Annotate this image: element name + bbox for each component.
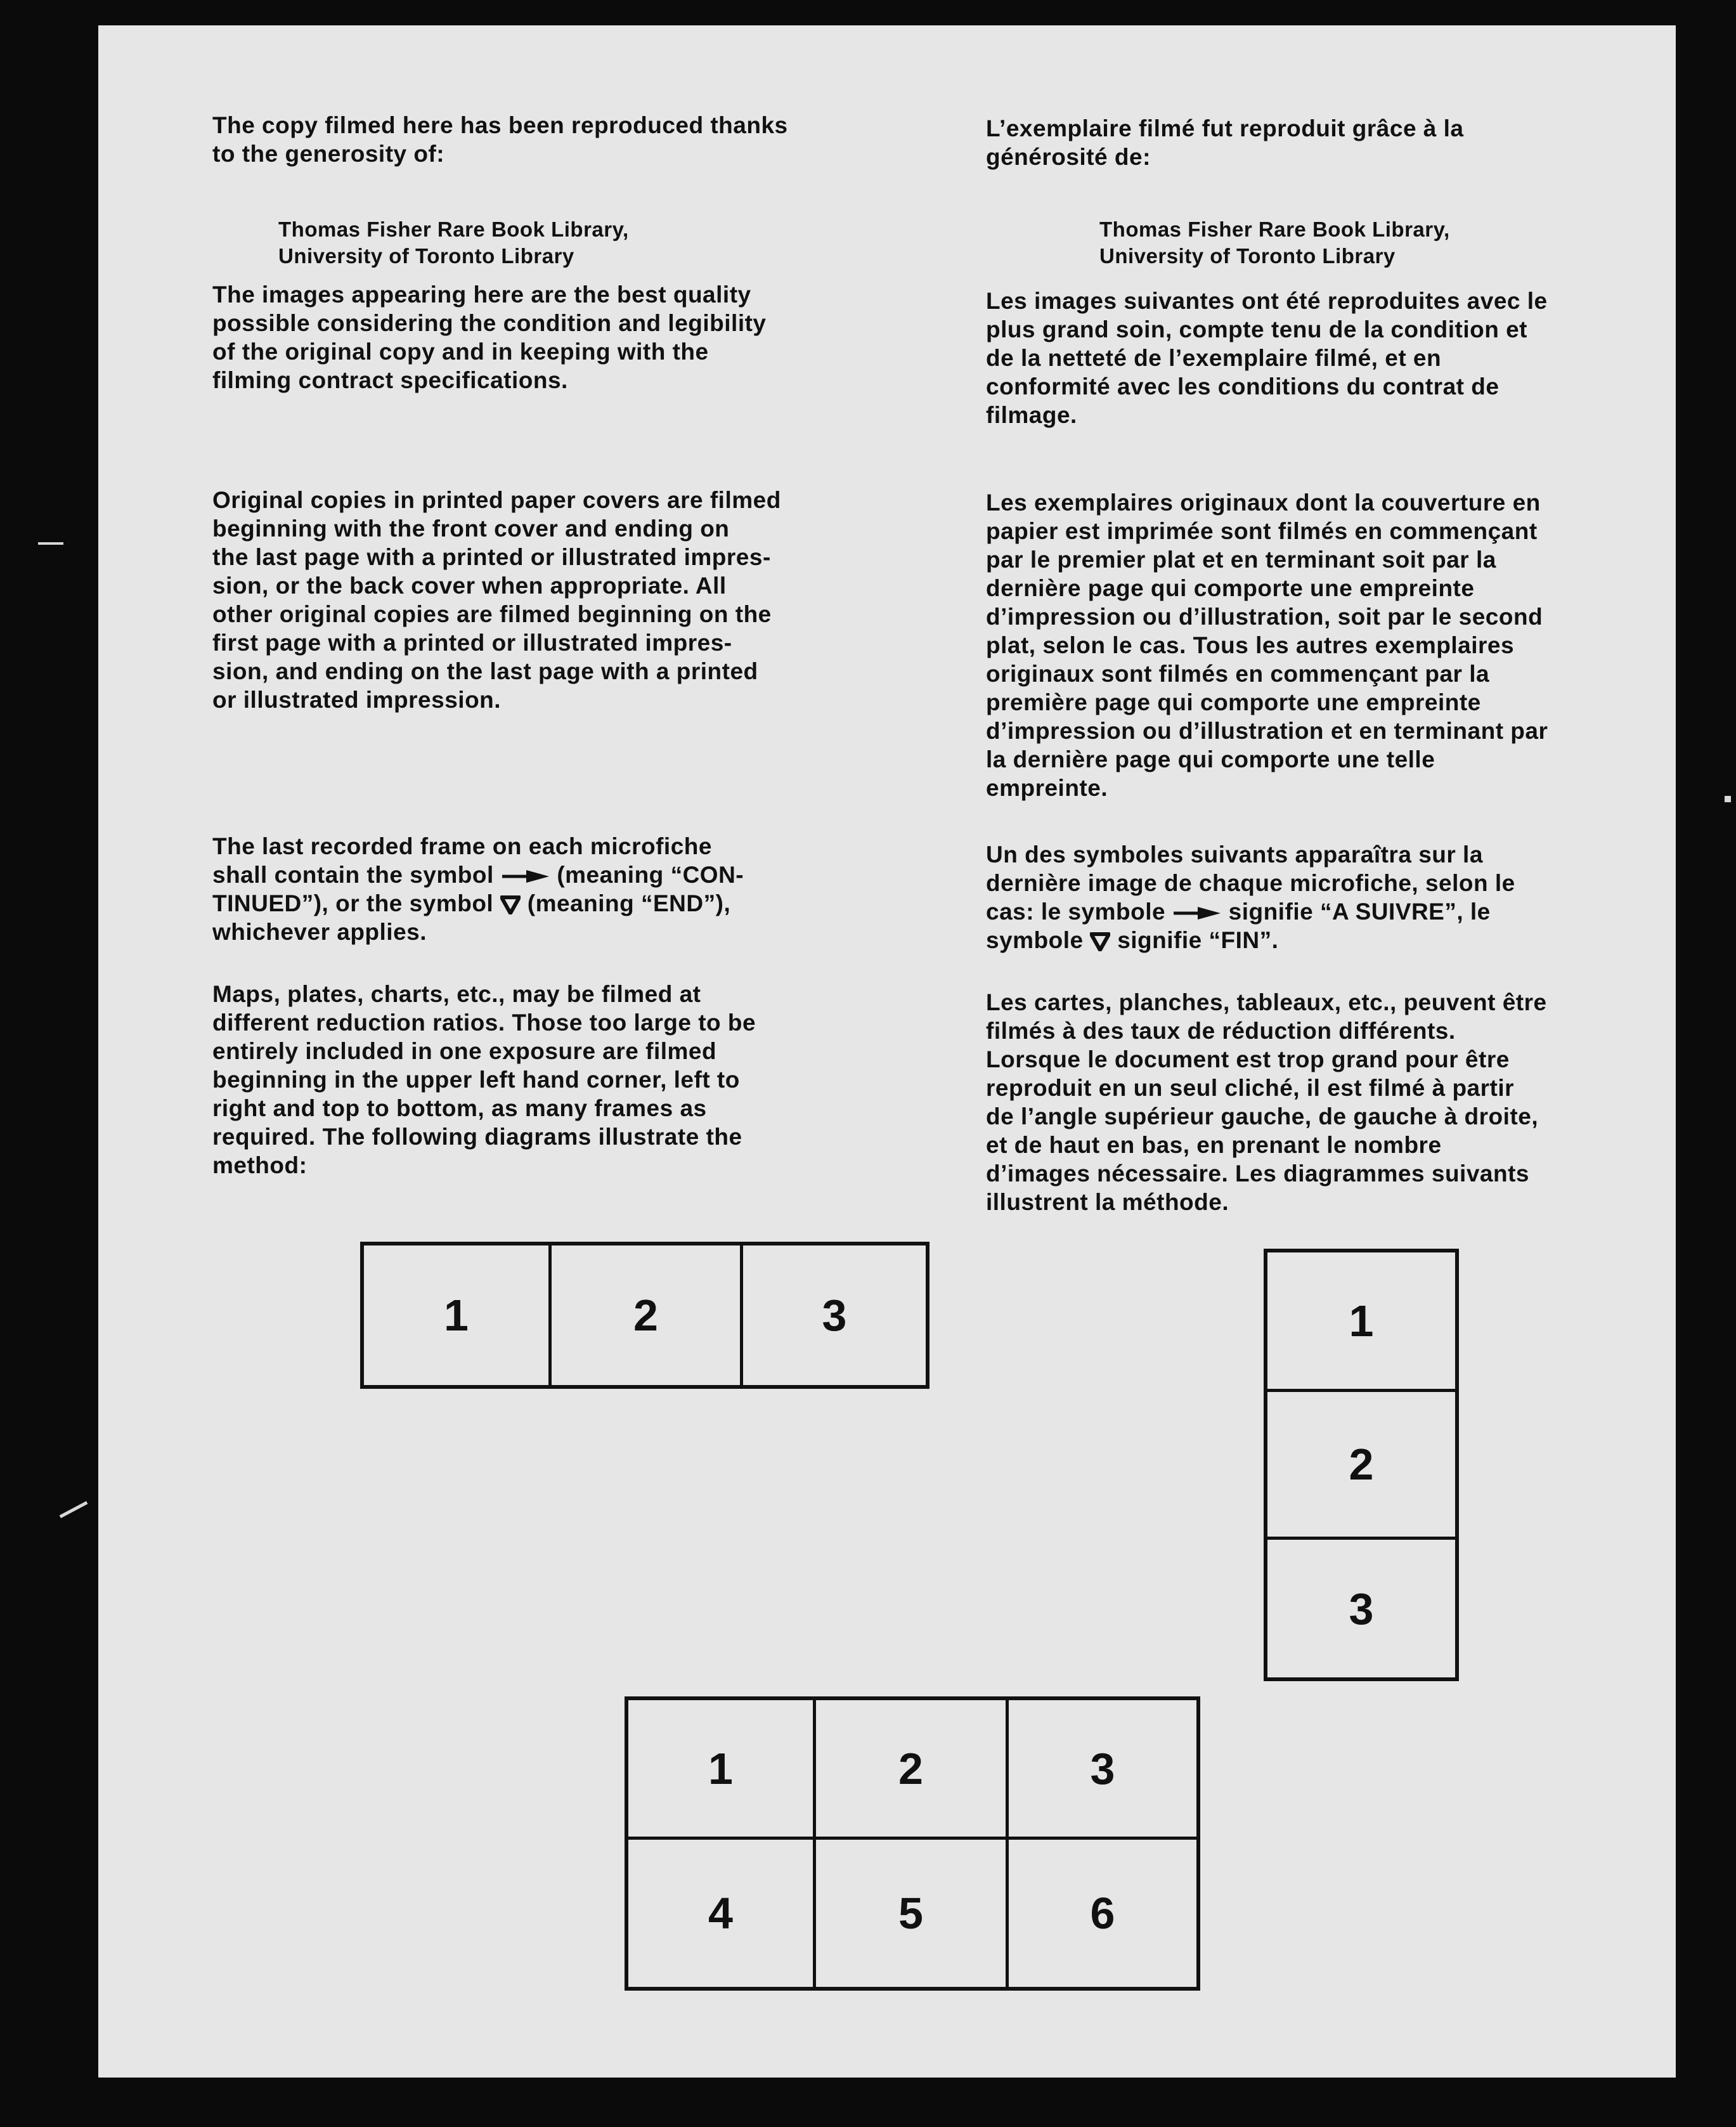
text-line: possible considering the condition and legibility [212,310,767,336]
frame-cell: 3 [1009,1700,1196,1840]
text-line: whichever applies. [212,919,427,945]
text-fragment: (meaning “END”), [527,890,731,916]
text-line: de la netteté de l’exemplaire filmé, et en [986,345,1442,371]
text-line: Un des symboles suivants apparaîtra sur la [986,842,1483,868]
text-line: d’images nécessaire. Les diagrammes suivants [986,1161,1529,1187]
text-fragment: signifie “FIN”. [1117,927,1279,953]
text-line [212,861,744,889]
text-fragment: cas: le symbole [986,899,1166,925]
frame-cell: 2 [1267,1392,1455,1540]
text-line: filmage. [986,402,1077,428]
text-line: Thomas Fisher Rare Book Library, [278,218,629,241]
text-line [986,897,1515,926]
text-line: de l’angle supérieur gauche, de gauche à droite, [986,1103,1539,1129]
frame-cell: 1 [364,1246,552,1385]
text-fragment: TINUED”), or the symbol [212,890,494,916]
text-line: Original copies in printed paper covers are filmed [212,487,781,513]
text-line: dernière image de chaque microfiche, selon le [986,870,1515,896]
text-line: d’impression ou d’illustration et en terminant par [986,718,1548,744]
scan-speck [1725,796,1731,802]
covers-paragraph [986,488,1548,802]
document-page [98,25,1676,2078]
text-line: different reduction ratios. Those too large to be [212,1010,756,1036]
maps-paragraph [986,988,1547,1216]
text-line: right and top to bottom, as many frames as [212,1095,707,1121]
frame-cell: 1 [628,1700,816,1840]
text-line: et de haut en bas, en prenant le nombre [986,1132,1442,1158]
text-line: plus grand soin, compte tenu de la condition et [986,316,1527,342]
text-line [212,889,744,918]
text-fragment: (meaning “CON- [557,862,744,888]
text-line: filming contract specifications. [212,367,568,393]
maps-paragraph [212,980,756,1180]
text-line: University of Toronto Library [1099,244,1396,268]
text-line: The last recorded frame on each microfiche [212,833,712,859]
text-line: Maps, plates, charts, etc., may be filmed at [212,981,701,1007]
frame-cell: 4 [628,1840,816,1987]
text-line: Les cartes, planches, tableaux, etc., peuvent être [986,989,1547,1015]
text-line: par le premier plat et en terminant soit par la [986,547,1496,573]
text-line: method: [212,1152,308,1178]
text-line: d’impression ou d’illustration, soit par le second [986,604,1543,630]
text-line: dernière page qui comporte une empreinte [986,575,1475,601]
frame-cell: 2 [816,1700,1009,1840]
text-line: illustrent la méthode. [986,1189,1229,1215]
text-line: Thomas Fisher Rare Book Library, [1099,218,1450,241]
diagram-vertical [1264,1249,1459,1681]
text-line: or illustrated impression. [212,687,502,713]
diagram-horizontal [360,1242,930,1389]
text-line: first page with a printed or illustrated impres- [212,630,732,656]
text-line: la dernière page qui comporte une telle [986,746,1435,772]
text-line: Les images suivantes ont été reproduites avec le [986,288,1548,314]
text-line: The images appearing here are the best quality [212,282,751,308]
text-line: papier est imprimée sont filmés en commençant [986,518,1538,544]
text-line: Les exemplaires originaux dont la couverture en [986,490,1541,516]
text-line: University of Toronto Library [278,244,574,268]
thanks-paragraph [986,114,1464,171]
text-line: reproduit en un seul cliché, il est filmé à partir [986,1075,1515,1101]
quality-paragraph [986,287,1548,429]
text-fragment: shall contain the symbol [212,862,494,888]
text-line: Lorsque le document est trop grand pour être [986,1046,1510,1072]
scan-speck [60,1501,88,1518]
diagram-grid [625,1696,1200,1991]
text-line: of the original copy and in keeping with the [212,339,709,365]
text-line: générosité de: [986,144,1151,170]
text-fragment: signifie “A SUIVRE”, le [1228,899,1491,925]
library-name [1099,216,1450,270]
text-line: entirely included in one exposure are filmed [212,1038,717,1064]
frame-cell: 2 [552,1246,743,1385]
frame-cell: 3 [1349,1584,1374,1634]
arrow-right-icon [501,869,550,884]
symbols-paragraph [986,840,1515,954]
thanks-paragraph [212,111,788,168]
text-line: empreinte. [986,775,1108,801]
text-line: sion, and ending on the last page with a printed [212,658,758,684]
frame-cell: 5 [816,1840,1009,1987]
quality-paragraph [212,280,767,394]
library-name [278,216,629,270]
text-line: conformité avec les conditions du contrat de [986,374,1500,400]
arrow-right-icon [1172,906,1222,921]
symbols-paragraph [212,832,744,946]
text-line: première page qui comporte une empreinte [986,689,1481,715]
text-line: filmés à des taux de réduction différents. [986,1018,1456,1044]
covers-paragraph [212,486,781,714]
text-line: beginning in the upper left hand corner, left to [212,1067,740,1093]
text-line: L’exemplaire filmé fut reproduit grâce à la [986,115,1464,141]
triangle-down-icon [500,895,521,914]
text-line: the last page with a printed or illustrated impres- [212,544,771,570]
text-line: required. The following diagrams illustrate the [212,1124,742,1150]
frame-cell: 6 [1090,1889,1115,1938]
scan-speck [38,542,63,545]
text-line: plat, selon le cas. Tous les autres exemplaires [986,632,1515,658]
frame-cell: 1 [1267,1252,1455,1392]
text-line: to the generosity of: [212,141,445,167]
frame-cell: 3 [822,1291,847,1340]
text-line: other original copies are filmed beginning on the [212,601,772,627]
text-line: beginning with the front cover and ending on [212,516,730,542]
text-line: originaux sont filmés en commençant par la [986,661,1490,687]
triangle-down-icon [1090,932,1110,951]
text-line [986,926,1515,954]
text-fragment: symbole [986,927,1084,953]
text-line: sion, or the back cover when appropriate. All [212,573,727,599]
text-line: The copy filmed here has been reproduced thanks [212,112,788,138]
